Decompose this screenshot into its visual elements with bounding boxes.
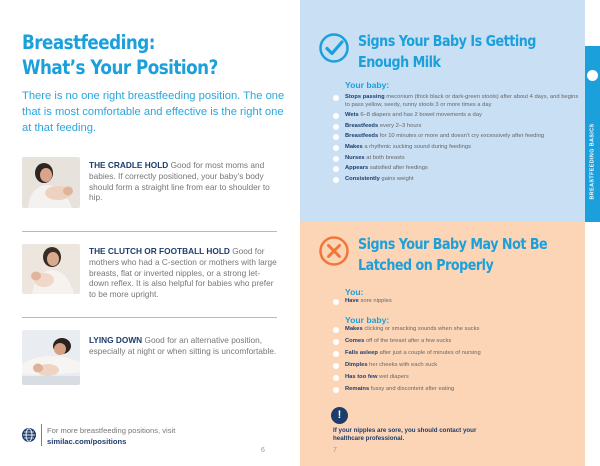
footer-text: For more breastfeeding positions, visit xyxy=(47,426,176,435)
item-keyword: Falls asleep xyxy=(345,350,378,357)
list-item xyxy=(333,362,583,370)
divider xyxy=(22,317,277,318)
item-keyword: Comes xyxy=(345,338,365,345)
item-text: her cheeks with each suck xyxy=(367,362,438,369)
list-item xyxy=(333,144,583,152)
item-text: off of the breast after a few sucks xyxy=(364,338,452,345)
bullet-icon xyxy=(333,363,339,369)
latch-title-line-1: Signs Your Baby May Not Be xyxy=(358,235,548,253)
lying-down-desc: Good for an alternative position, especially at night or when sitting is uncomfortable. xyxy=(89,335,277,356)
checkmark-circle-icon xyxy=(319,33,349,63)
intro-paragraph: There is no one right breastfeeding position. The one that is most comfortable and effective is the right one at that feeding. xyxy=(22,90,285,134)
list-item xyxy=(333,374,583,382)
list-item xyxy=(333,123,583,131)
list-item xyxy=(333,133,583,141)
bullet-icon xyxy=(333,375,339,381)
item-keyword: Consistently xyxy=(345,175,380,182)
bullet-icon xyxy=(333,95,339,101)
item-text: clicking or smacking sounds when she sucks xyxy=(362,326,480,332)
list-item xyxy=(333,165,583,173)
item-keyword: Makes xyxy=(345,143,363,150)
bullet-icon xyxy=(333,145,339,151)
list-item xyxy=(333,338,583,346)
item-text: 6–8 diapers and has 2 bowel movements a day xyxy=(358,112,482,119)
lying-down-photo xyxy=(22,330,80,385)
item-keyword: Dimples xyxy=(345,362,368,369)
item-text: satisfied after feedings xyxy=(368,165,428,172)
bullet-icon xyxy=(333,299,339,305)
clutch-hold-label: THE CLUTCH OR FOOTBALL HOLD xyxy=(89,246,230,256)
x-circle-icon xyxy=(319,236,349,266)
signs-enough-milk-title xyxy=(358,31,555,73)
page-number-right: 7 xyxy=(333,447,337,454)
item-text: every 2–3 hours xyxy=(378,122,422,129)
item-text: fussy and discontent after eating xyxy=(369,386,455,393)
item-text: wet diapers xyxy=(377,374,409,381)
exclamation-icon: ! xyxy=(331,407,348,424)
item-keyword: Appears xyxy=(345,165,369,172)
item-keyword: Remains xyxy=(345,386,370,393)
your-baby-heading: Your baby: xyxy=(345,80,390,90)
footer-divider xyxy=(41,424,42,446)
title-line-1: Breastfeeding: xyxy=(22,31,155,54)
clutch-hold-desc: Good for mothers who had a C-section or mothers with large breasts, flat or inverted nipples, or a strong let-down reflex. It is also helpful for babies who prefer to be more upright. xyxy=(89,246,277,300)
footer xyxy=(47,425,175,447)
section-tab-label xyxy=(590,177,596,200)
item-text: meconium (thick black or dark-green stools) after about 4 days, and begins to pass yellow, seedy, runny stools 3 or more times a day xyxy=(345,94,579,108)
list-item xyxy=(333,94,583,109)
clutch-hold-photo xyxy=(22,244,80,294)
bullet-icon xyxy=(333,327,339,333)
signs-list xyxy=(333,94,583,186)
alert-text: If your nipples are sore, you should contact your healthcare professional. xyxy=(333,427,477,442)
bullet-icon xyxy=(333,387,339,393)
item-keyword: Have xyxy=(345,298,359,304)
bullet-icon xyxy=(333,134,339,140)
you-heading: You: xyxy=(345,287,364,297)
cradle-hold-photo xyxy=(22,157,80,208)
bullet-icon xyxy=(333,124,339,130)
bullet-icon xyxy=(333,166,339,172)
bullet-icon xyxy=(333,113,339,119)
lying-down-label: LYING DOWN xyxy=(89,335,143,345)
globe-icon xyxy=(22,428,36,442)
item-text: sore nipples xyxy=(358,298,392,304)
signs-title-line-2: Enough Milk xyxy=(358,53,441,71)
item-text: after just a couple of minutes of nursing xyxy=(377,350,481,357)
item-keyword: Stops passing xyxy=(345,94,385,100)
latch-title-line-2: Latched on Properly xyxy=(358,256,494,274)
item-keyword: Wets xyxy=(345,112,359,119)
list-item xyxy=(333,350,583,358)
list-item xyxy=(333,112,583,120)
cradle-hold-text xyxy=(89,160,279,203)
title-line-2: What’s Your Position? xyxy=(22,56,218,79)
lying-down-text xyxy=(89,335,279,357)
bullet-icon xyxy=(333,177,339,183)
item-text: gains weight xyxy=(379,175,414,182)
item-text: for 10 minutes or more and doesn’t cry excessively after feeding xyxy=(378,133,545,140)
signs-title-line-1: Signs Your Baby Is Getting xyxy=(358,32,536,50)
item-text: at both breasts xyxy=(364,154,405,161)
page-title xyxy=(22,30,254,80)
tab-marker-icon xyxy=(587,70,598,81)
divider xyxy=(22,231,277,232)
item-text: a rhythmic sucking sound during feedings xyxy=(362,143,472,150)
your-baby-heading-2: Your baby: xyxy=(345,315,390,325)
page-number-left: 6 xyxy=(261,447,265,454)
item-keyword: Breastfeeds xyxy=(345,122,379,129)
bullet-icon xyxy=(333,156,339,162)
positions-link[interactable]: similac.com/positions xyxy=(47,437,127,446)
latch-signs-list xyxy=(333,326,583,399)
right-page xyxy=(300,0,600,466)
bullet-icon xyxy=(333,351,339,357)
list-item xyxy=(333,155,583,163)
item-keyword: Nurses xyxy=(345,154,365,161)
clutch-hold-text xyxy=(89,246,279,300)
list-item xyxy=(333,326,583,334)
list-item xyxy=(333,298,583,306)
list-item xyxy=(333,176,583,184)
you-list xyxy=(333,298,583,306)
item-keyword: Makes xyxy=(345,326,363,332)
cradle-hold-desc: Good for most moms and babies. If correctly positioned, your baby’s body should form a straight line from ear to shoulder to hip. xyxy=(89,160,270,203)
list-item xyxy=(333,386,583,394)
item-keyword: Breastfeeds xyxy=(345,133,379,140)
signs-not-latched-title xyxy=(358,234,555,276)
item-keyword: Has too few xyxy=(345,374,378,381)
bullet-icon xyxy=(333,339,339,345)
cradle-hold-label: THE CRADLE HOLD xyxy=(89,160,169,170)
